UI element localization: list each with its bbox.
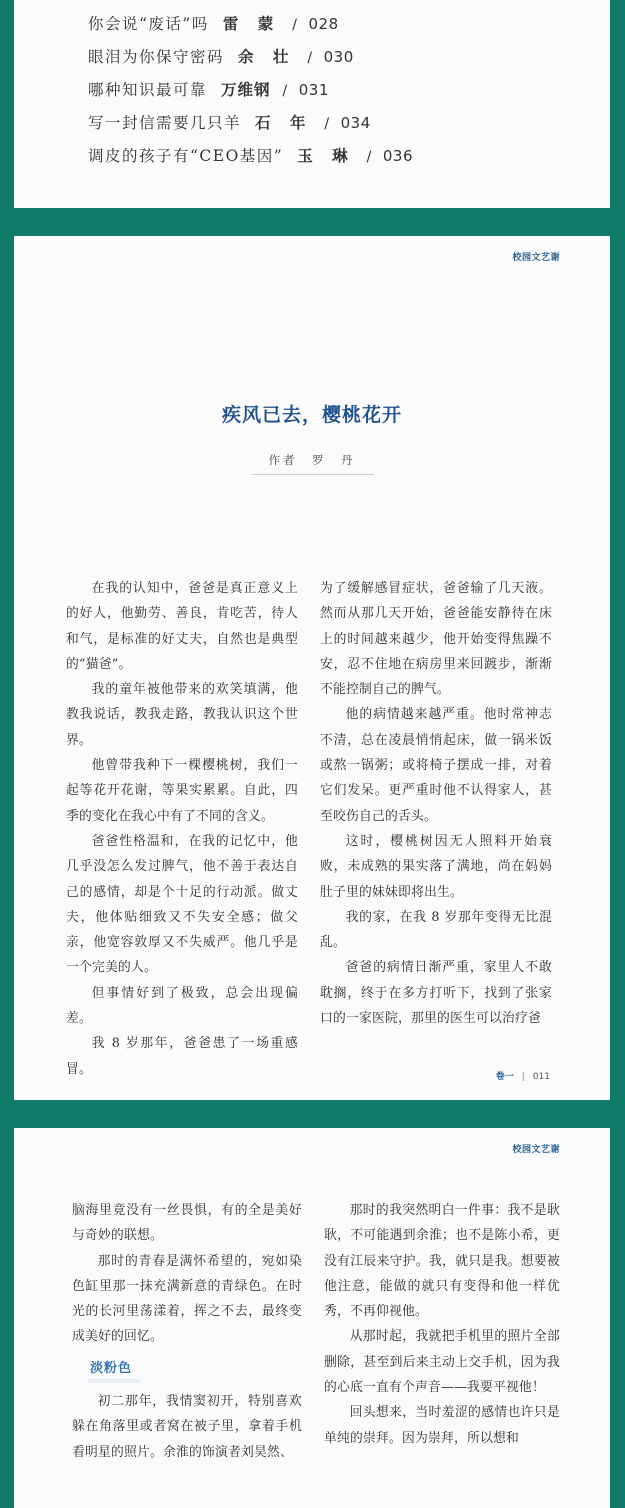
paragraph: 我 8 岁那年，爸爸患了一场重感冒。 bbox=[66, 1036, 298, 1077]
toc-page-number: 028 bbox=[308, 15, 339, 33]
toc-page-number: 030 bbox=[323, 48, 354, 66]
paragraph: 我的家，在我 8 岁那年变得无比混乱。 bbox=[320, 909, 552, 951]
paragraph: 他的病情越来越严重。他时常神志不清，总在凌晨悄悄起床，做一锅米饭或熬一锅粥；或将椅子摆成一排，对着它们发呆。更严重时他不认得家人，甚至咬伤自己的舌头。 bbox=[320, 707, 552, 824]
paragraph: 那时的我突然明白一件事：我不是耿耿，不可能遇到余淮；也不是陈小希，更没有江辰来守护。我，就只是我。想要被他注意，能做的就只有变得和他一样优秀，不再仰视他。 bbox=[324, 1203, 560, 1320]
toc-separator: / bbox=[292, 17, 299, 33]
byline: 作者 罗 丹 bbox=[268, 453, 356, 467]
left-column bbox=[72, 1198, 302, 1465]
page-number: 011 bbox=[532, 1072, 550, 1082]
toc-author: 余 壮 bbox=[238, 47, 296, 66]
right-column bbox=[324, 1198, 560, 1451]
left-column bbox=[66, 576, 298, 1082]
paragraph: 脑海里竟没有一丝畏惧，有的全是美好与奇妙的联想。 bbox=[72, 1203, 302, 1244]
article-page bbox=[14, 236, 610, 1100]
article-title: 疾风已去，樱桃花开 bbox=[221, 404, 402, 426]
paragraph: 爸爸的病情日渐严重，家里人不敢耽搁，终于在多方打听下，找到了张家口的一家医院，那里的医生可以治疗爸 bbox=[320, 960, 552, 1027]
volume-label: 卷一 bbox=[495, 1072, 514, 1082]
paragraph: 从那时起，我就把手机里的照片全部删除，甚至到后来主动上交手机，因为我的心底一直有个声音——我要平视他！ bbox=[324, 1329, 560, 1396]
paragraph: 初二那年，我情窦初开，特别喜欢躲在角落里或者窝在被子里，拿着手机看明星的照片。余淮的饰演者刘昊然、 bbox=[72, 1394, 302, 1460]
toc-entry[interactable] bbox=[88, 144, 413, 166]
section-label: 校园文艺谢 bbox=[512, 1145, 560, 1155]
toc-title: 眼泪为你保守密码 bbox=[88, 48, 225, 66]
article-continued-page bbox=[14, 1128, 610, 1508]
subheading: 淡粉色 bbox=[90, 1356, 132, 1381]
paragraph: 但事情好到了极致，总会出现偏差。 bbox=[66, 985, 298, 1027]
toc-entry[interactable] bbox=[88, 12, 339, 34]
folio-separator: | bbox=[521, 1072, 525, 1082]
toc-title: 写一封信需要几只羊 bbox=[88, 114, 242, 132]
toc-separator: / bbox=[307, 50, 314, 66]
right-column bbox=[320, 576, 552, 1031]
toc-title: 调皮的孩子有“CEO基因” bbox=[88, 147, 284, 165]
paragraph: 这时，樱桃树因无人照料开始衰败，未成熟的果实落了满地，尚在妈妈肚子里的妹妹即将出生。 bbox=[320, 833, 552, 900]
paragraph: 回头想来，当时羞涩的感情也许只是单纯的崇拜。因为崇拜，所以想和 bbox=[324, 1405, 560, 1446]
toc-author: 石 年 bbox=[255, 113, 313, 132]
paragraph: 我的童年被他带来的欢笑填满，他教我说话，教我走路，教我认识这个世界。 bbox=[66, 682, 298, 748]
byline-divider bbox=[252, 474, 374, 475]
toc-separator: / bbox=[282, 83, 289, 99]
toc-entry[interactable] bbox=[88, 45, 354, 67]
toc-page-number: 034 bbox=[340, 114, 371, 132]
toc-author: 雷 蒙 bbox=[222, 14, 281, 33]
toc-page-number: 031 bbox=[298, 81, 329, 99]
toc-title: 你会说“废话”吗 bbox=[88, 15, 209, 33]
toc-author: 万维钢 bbox=[221, 80, 271, 99]
paragraph: 他曾带我种下一棵樱桃树，我们一起等花开花谢，等果实累累。自此，四季的变化在我心中有了不同的含义。 bbox=[66, 758, 298, 824]
toc-separator: / bbox=[324, 116, 331, 132]
section-label: 校园文艺谢 bbox=[512, 253, 560, 263]
toc-title: 哪种知识最可靠 bbox=[88, 81, 208, 99]
toc-entry[interactable] bbox=[88, 111, 371, 133]
paragraph: 爸爸性格温和，在我的记忆中，他几乎没怎么发过脾气，他不善于表达自己的感情，却是个十足的行动派。做丈夫，他体贴细致又不失安全感；做父亲，他宽容敦厚又不失威严。他几乎是一个完美的人。 bbox=[66, 833, 298, 976]
paragraph: 为了缓解感冒症状，爸爸输了几天液。然而从那几天开始，爸爸能安静待在床上的时间越来越少，他开始变得焦躁不安，忍不住地在病房里来回踱步，渐渐不能控制自己的脾气。 bbox=[320, 581, 552, 698]
toc-separator: / bbox=[366, 149, 373, 165]
toc-author: 玉 琳 bbox=[297, 146, 355, 165]
paragraph: 在我的认知中，爸爸是真正意义上的好人，他勤劳、善良，肯吃苦，待人和气，是标准的好丈夫，自然也是典型的“猫爸”。 bbox=[66, 581, 298, 672]
toc-page bbox=[14, 0, 610, 208]
paragraph: 那时的青春是满怀希望的，宛如染色缸里那一抹充满新意的青绿色。在时光的长河里荡漾着，挥之不去，最终变成美好的回忆。 bbox=[72, 1253, 302, 1345]
toc-page-number: 036 bbox=[382, 147, 413, 165]
toc-entry[interactable] bbox=[88, 78, 329, 100]
page-footer bbox=[496, 1069, 550, 1082]
